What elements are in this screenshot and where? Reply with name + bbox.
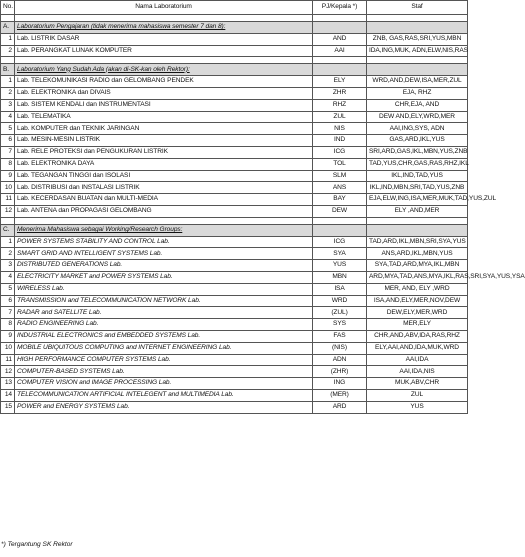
pj-code: DEW (313, 205, 367, 217)
table-row (1, 354, 468, 366)
lab-name: Lab. ANTENA dan PROPAGASI GELOMBANG (15, 205, 313, 217)
row-number: 2 (1, 45, 15, 57)
staff-list: SYA,TAD,ARD,MYA,IKL,MBN (367, 260, 468, 272)
table-row (1, 135, 468, 147)
section-pj-empty (313, 22, 367, 34)
table-row (1, 366, 468, 378)
spacer-cell (1, 217, 15, 224)
lab-name: Lab. TELEKOMUNIKASI RADIO dan GELOMBANG PENDEK (15, 76, 313, 88)
lab-name: Lab. PERANGKAT LUNAK KOMPUTER (15, 45, 313, 57)
section-title: Laboratorium Pengajaran (tidak menerima mahasiswa semester 7 dan 8): (15, 22, 313, 34)
pj-code: TOL (313, 158, 367, 170)
header-lab: Nama Laboratorium (15, 1, 313, 15)
spacer-cell (313, 57, 367, 64)
table-row (1, 236, 468, 248)
spacer-cell (15, 15, 313, 22)
staff-list: TAD,ARD,IKL,MBN,SRI,SYA,YUS (367, 236, 468, 248)
staff-list: CHR,AND,ABV,IDA,RAS,RHZ (367, 330, 468, 342)
pj-code: SYS (313, 319, 367, 331)
section-header-row (1, 64, 468, 76)
staff-list: ISA,AND,ELY,MER,NOV,DEW (367, 295, 468, 307)
row-number: 1 (1, 76, 15, 88)
lab-name: Lab. MESIN-MESIN LISTRIK (15, 135, 313, 147)
table-row (1, 389, 468, 401)
lab-name: INDUSTRIAL ELECTRONICS and EMBEDDED SYSTEMS Lab. (15, 330, 313, 342)
table-row (1, 99, 468, 111)
pj-code: IND (313, 135, 367, 147)
pj-code: SLM (313, 170, 367, 182)
table-row (1, 87, 468, 99)
row-number: 9 (1, 330, 15, 342)
section-header-row (1, 224, 468, 236)
lab-name: POWER SYSTEMS STABILITY AND CONTROL Lab. (15, 236, 313, 248)
lab-name: Lab. LISTRIK DASAR (15, 33, 313, 45)
table-row (1, 76, 468, 88)
pj-code: ARD (313, 401, 367, 413)
lab-name: DISTRIBUTED GENERATIONS Lab. (15, 260, 313, 272)
row-number: 7 (1, 307, 15, 319)
lab-name: Lab. KECERDASAN BUATAN dan MULTI-MEDIA (15, 194, 313, 206)
staff-list: IKL,IND,MBN,SRI,TAD,YUS,ZNB (367, 182, 468, 194)
table-body (1, 1, 525, 414)
pj-code: RHZ (313, 99, 367, 111)
row-number: 5 (1, 123, 15, 135)
row-number: 11 (1, 194, 15, 206)
table-row (1, 342, 468, 354)
table-row (1, 295, 468, 307)
row-number: 13 (1, 378, 15, 390)
staff-list: DEW,ELY,MER,WRD (367, 307, 468, 319)
lab-name: SMART GRID AND INTELLIGENT SYSTEMS Lab. (15, 248, 313, 260)
row-number: 8 (1, 158, 15, 170)
spacer-cell (313, 217, 367, 224)
header-pj: PJ/Kepala *) (313, 1, 367, 15)
staff-list: GAS,ARD,IKL,YUS (367, 135, 468, 147)
table-row (1, 205, 468, 217)
spacer-cell (313, 15, 367, 22)
table-row (1, 123, 468, 135)
pj-code: (ZHR) (313, 366, 367, 378)
section-letter: C. (1, 224, 15, 236)
table-row (1, 146, 468, 158)
row-number: 12 (1, 205, 15, 217)
section-title: Menerima Mahasiswa sebagai Working/Research Groups: (15, 224, 313, 236)
section-staf-empty (367, 22, 468, 34)
row-number: 9 (1, 170, 15, 182)
pj-code: ICG (313, 146, 367, 158)
row-number: 3 (1, 99, 15, 111)
table-row (1, 307, 468, 319)
table-row (1, 33, 468, 45)
spacer-row (1, 15, 468, 22)
header-staf: Staf (367, 1, 468, 15)
row-number: 8 (1, 319, 15, 331)
spacer-cell (15, 217, 313, 224)
lab-name: RADAR and SATELLITE Lab. (15, 307, 313, 319)
table-row (1, 271, 468, 283)
staff-list: MUK,ABV,CHR (367, 378, 468, 390)
lab-name: HIGH PERFORMANCE COMPUTER SYSTEMS Lab. (15, 354, 313, 366)
staff-list: IKL,IND,TAD,YUS (367, 170, 468, 182)
spacer-cell (15, 57, 313, 64)
pj-code: ISA (313, 283, 367, 295)
spacer-cell (367, 15, 468, 22)
lab-name: TRANSMISSION and TELECOMMUNICATION NETWORK Lab. (15, 295, 313, 307)
pj-code: AAI (313, 45, 367, 57)
table-row (1, 111, 468, 123)
lab-name: Lab. TEGANGAN TINGGI dan ISOLASI (15, 170, 313, 182)
row-number: 15 (1, 401, 15, 413)
pj-code: (NIS) (313, 342, 367, 354)
section-pj-empty (313, 64, 367, 76)
section-staf-empty (367, 224, 468, 236)
row-number: 4 (1, 271, 15, 283)
row-number: 2 (1, 248, 15, 260)
pj-code: SYA (313, 248, 367, 260)
lab-name: COMPUTER-BASED SYSTEMS Lab. (15, 366, 313, 378)
section-letter: B. (1, 64, 15, 76)
table-row (1, 378, 468, 390)
row-number: 6 (1, 295, 15, 307)
row-number: 5 (1, 283, 15, 295)
lab-name: Lab. ELEKTRONIKA DAYA (15, 158, 313, 170)
row-number: 12 (1, 366, 15, 378)
table-row (1, 260, 468, 272)
lab-name: ELECTRICITY MARKET and POWER SYSTEMS Lab. (15, 271, 313, 283)
spacer-cell (367, 217, 468, 224)
staff-list: DEW AND,ELY,WRD,MER (367, 111, 468, 123)
header-no: No. (1, 1, 15, 15)
table-row (1, 283, 468, 295)
lab-name: MOBILE UBIQUITOUS COMPUTING and INTERNET ENGINEERING Lab. (15, 342, 313, 354)
spacer-row (1, 217, 468, 224)
section-pj-empty (313, 224, 367, 236)
staff-list: MER, AND, ELY ,WRD (367, 283, 468, 295)
row-number: 11 (1, 354, 15, 366)
staff-list: ZUL (367, 389, 468, 401)
staff-list: ZNB, GAS,RAS,SRI,YUS,MBN (367, 33, 468, 45)
staff-list: AAI,IDA (367, 354, 468, 366)
table-row (1, 401, 468, 413)
pj-code: BAY (313, 194, 367, 206)
row-number: 1 (1, 236, 15, 248)
pj-code: ZHR (313, 87, 367, 99)
section-title: Laboratorium Yang Sudah Ada (akan di-SK-kan oleh Rektor): (15, 64, 313, 76)
pj-code: ADN (313, 354, 367, 366)
lab-name: COMPUTER VISION and IMAGE PROCESSING Lab. (15, 378, 313, 390)
lab-name: WIRELESS Lab. (15, 283, 313, 295)
header-row (1, 1, 468, 15)
section-staf-empty (367, 64, 468, 76)
lab-name: Lab. ELEKTRONIKA dan DIVAIS (15, 87, 313, 99)
staff-list: WRD,AND,DEW,ISA,MER,ZUL (367, 76, 468, 88)
staff-list: ELY,AAI,AND,IDA,MUK,WRD (367, 342, 468, 354)
pj-code: (MER) (313, 389, 367, 401)
staff-list: IDA,ING,MUK, ADN,ELW,NIS,RAS (367, 45, 468, 57)
lab-name: TELECOMMUNICATION ARTIFICIAL INTELEGENT and MULTIMEDIA Lab. (15, 389, 313, 401)
staff-list: SRI,ARD,GAS,IKL,MBN,YUS,ZNB (367, 146, 468, 158)
table-row (1, 170, 468, 182)
staff-list: AAI,ING,SYS, ADN (367, 123, 468, 135)
row-number: 10 (1, 182, 15, 194)
table-row (1, 45, 468, 57)
staff-list: ARD,MYA,TAD,ANS,MYA,IKL,RAS,SRI,SYA,YUS,YSA (367, 271, 468, 283)
pj-code: YUS (313, 260, 367, 272)
section-letter: A. (1, 22, 15, 34)
pj-code: MBN (313, 271, 367, 283)
footnote: *) Tergantung SK Rektor (1, 541, 73, 548)
row-number: 6 (1, 135, 15, 147)
table-row (1, 182, 468, 194)
staff-list: TAD,YUS,CHR,GAS,RAS,RHZ,IKL (367, 158, 468, 170)
pj-code: AND (313, 33, 367, 45)
spacer-cell (1, 57, 15, 64)
staff-list: YUS (367, 401, 468, 413)
lab-name: Lab. DISTRIBUSI dan INSTALASI LISTRIK (15, 182, 313, 194)
lab-name: Lab. TELEMATIKA (15, 111, 313, 123)
table-row (1, 319, 468, 331)
table-row (1, 158, 468, 170)
row-number: 14 (1, 389, 15, 401)
staff-list: AAI,IDA,NIS (367, 366, 468, 378)
staff-list: EJA, RHZ (367, 87, 468, 99)
lab-name: Lab. KOMPUTER dan TEKNIK JARINGAN (15, 123, 313, 135)
spacer-cell (367, 57, 468, 64)
staff-list: ANS,ARD,IKL,MBN,YUS (367, 248, 468, 260)
spacer-row (1, 57, 468, 64)
pj-code: ELY (313, 76, 367, 88)
table-row (1, 194, 468, 206)
staff-list: EJA,ELW,ING,ISA,MER,MUK,TAD,YUS,ZUL (367, 194, 468, 206)
pj-code: ICG (313, 236, 367, 248)
lab-name: RADIO ENGINEERING Lab. (15, 319, 313, 331)
pj-code: WRD (313, 295, 367, 307)
row-number: 10 (1, 342, 15, 354)
lab-name: Lab. SISTEM KENDALI dan INSTRUMENTASI (15, 99, 313, 111)
staff-list: CHR,EJA, AND (367, 99, 468, 111)
pj-code: NIS (313, 123, 367, 135)
row-number: 7 (1, 146, 15, 158)
row-number: 2 (1, 87, 15, 99)
section-header-row (1, 22, 468, 34)
lab-name: POWER and ENERGY SYSTEMS Lab. (15, 401, 313, 413)
staff-list: ELY ,AND,MER (367, 205, 468, 217)
row-number: 1 (1, 33, 15, 45)
pj-code: (ZUL) (313, 307, 367, 319)
staff-list: MER,ELY (367, 319, 468, 331)
table-row (1, 330, 468, 342)
row-number: 4 (1, 111, 15, 123)
pj-code: ANS (313, 182, 367, 194)
lab-name: Lab. RELE PROTEKSI dan PENGUKURAN LISTRIK (15, 146, 313, 158)
pj-code: ING (313, 378, 367, 390)
spacer-cell (1, 15, 15, 22)
row-number: 3 (1, 260, 15, 272)
table-row (1, 248, 468, 260)
pj-code: ZUL (313, 111, 367, 123)
pj-code: FAS (313, 330, 367, 342)
